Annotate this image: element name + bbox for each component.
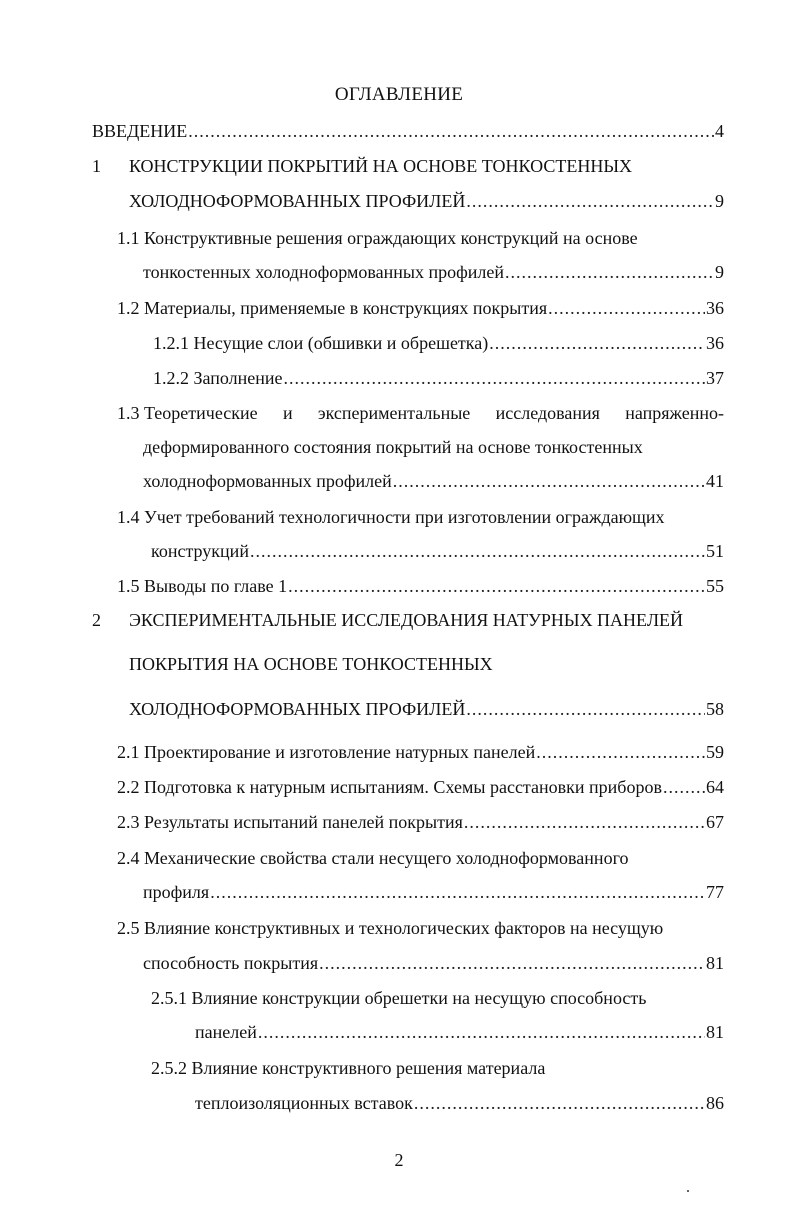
toc-page-number: 58 (706, 699, 724, 719)
toc-page-number: 36 (706, 298, 724, 318)
toc-entry-text: конструкций (151, 541, 249, 561)
toc-page-number: 67 (706, 812, 724, 832)
dot-leader (464, 810, 705, 834)
toc-entry-1-1[interactable]: 1.1 Конструктивные решения ограждающих конструкций на основе (117, 228, 638, 248)
toc-entry-2-4-cont[interactable] (143, 880, 724, 904)
chapter-title[interactable]: КОНСТРУКЦИИ ПОКРЫТИЙ НА ОСНОВЕ ТОНКОСТЕННЫХ (129, 156, 633, 176)
word: исследования (495, 403, 600, 423)
toc-entry-text: 1.2 Материалы, применяемые в конструкциях покрытия (117, 298, 548, 318)
dot-leader (288, 574, 705, 598)
toc-entry-text: ВВЕДЕНИЕ (92, 121, 188, 141)
dot-leader (505, 260, 714, 284)
word: 1.3 Теоретические (117, 403, 258, 423)
page-number: 2 (394, 1150, 404, 1170)
dot-leader (188, 119, 714, 143)
chapter-title-cont[interactable]: ПОКРЫТИЯ НА ОСНОВЕ ТОНКОСТЕННЫХ (129, 654, 493, 674)
toc-entry-intro[interactable] (92, 119, 724, 143)
word: и (282, 403, 293, 423)
toc-page-number: 81 (706, 1022, 724, 1042)
toc-entry-text: способность покрытия (143, 953, 319, 973)
toc-entry-2-5-1-cont[interactable] (195, 1020, 724, 1044)
toc-entry-2-5-2-cont[interactable] (195, 1091, 724, 1115)
toc-entry-text: тонкостенных холодноформованных профилей (143, 262, 505, 282)
toc-page-number: 81 (706, 953, 724, 973)
toc-entry-text: 1.2.2 Заполнение (153, 368, 283, 388)
toc-entry-2-3[interactable] (117, 810, 724, 834)
chapter-number: 2 (92, 610, 101, 630)
toc-entry-1-2-1[interactable] (153, 331, 724, 355)
toc-page-number: 64 (706, 777, 724, 797)
word: экспериментальные (317, 403, 471, 423)
dot-leader (319, 951, 705, 975)
toc-entry-1-5[interactable] (117, 574, 724, 598)
toc-entry-1-3-cont[interactable]: деформированного состояния покрытий на основе тонкостенных (143, 437, 643, 457)
dot-leader (414, 1091, 705, 1115)
toc-entry-text: панелей (195, 1022, 257, 1042)
dot-leader (466, 189, 714, 213)
toc-entry-1-4-cont[interactable] (151, 539, 724, 563)
scan-speck (687, 1190, 689, 1192)
toc-entry-text: 1.2.1 Несущие слои (обшивки и обрешетка) (153, 333, 489, 353)
toc-entry-text: холодноформованных профилей (143, 471, 392, 491)
dot-leader (284, 366, 705, 390)
chapter-title-cont: ХОЛОДНОФОРМОВАННЫХ ПРОФИЛЕЙ (129, 699, 466, 719)
word: напряженно- (625, 403, 724, 423)
toc-entry-text: 2.2 Подготовка к натурным испытаниям. Схемы расстановки приборов (117, 777, 662, 797)
toc-entry-1-2[interactable] (117, 296, 724, 320)
chapter-number: 1 (92, 156, 101, 176)
toc-entry-2-4[interactable]: 2.4 Механические свойства стали несущего холодноформованного (117, 848, 629, 868)
dot-leader (548, 296, 705, 320)
toc-page-number: 51 (706, 541, 724, 561)
toc-entry-2-1[interactable] (117, 740, 724, 764)
dot-leader (210, 880, 705, 904)
toc-entry-text: 2.1 Проектирование и изготовление натурных панелей (117, 742, 536, 762)
toc-entry-chapter-2[interactable] (129, 697, 724, 721)
dot-leader (489, 331, 705, 355)
toc-entry-1-4[interactable]: 1.4 Учет требований технологичности при изготовлении ограждающих (117, 507, 665, 527)
dot-leader (250, 539, 705, 563)
dot-leader (393, 469, 705, 493)
chapter-title[interactable]: ЭКСПЕРИМЕНТАЛЬНЫЕ ИССЛЕДОВАНИЯ НАТУРНЫХ ПАНЕЛЕЙ (129, 610, 684, 630)
toc-entry-2-5-2[interactable]: 2.5.2 Влияние конструктивного решения материала (151, 1058, 546, 1078)
toc-page-number: 86 (706, 1093, 724, 1113)
toc-entry-text: 2.3 Результаты испытаний панелей покрытия (117, 812, 463, 832)
toc-page-number: 55 (706, 576, 724, 596)
toc-page-number: 9 (715, 191, 724, 211)
toc-entry-2-5-1[interactable]: 2.5.1 Влияние конструкции обрешетки на несущую способность (151, 988, 647, 1008)
toc-page-number: 59 (706, 742, 724, 762)
dot-leader (663, 775, 705, 799)
toc-entry-chapter-1[interactable] (129, 189, 724, 213)
toc-entry-1-2-2[interactable] (153, 366, 724, 390)
toc-entry-2-2[interactable] (117, 775, 724, 799)
dot-leader (258, 1020, 705, 1044)
toc-entry-1-3-end[interactable] (143, 469, 724, 493)
toc-page-number: 9 (715, 262, 724, 282)
toc-entry-2-5-cont[interactable] (143, 951, 724, 975)
toc-page-number: 41 (706, 471, 724, 491)
toc-entry-text: профиля (143, 882, 210, 902)
toc-title: ОГЛАВЛЕНИЕ (334, 84, 464, 105)
toc-page-number: 36 (706, 333, 724, 353)
toc-page-number: 37 (706, 368, 724, 388)
toc-page-number: 77 (706, 882, 724, 902)
toc-page-number: 4 (715, 121, 724, 141)
dot-leader (536, 740, 705, 764)
toc-entry-2-5[interactable]: 2.5 Влияние конструктивных и технологических факторов на несущую (117, 918, 664, 938)
dot-leader (466, 697, 705, 721)
toc-entry-text: теплоизоляционных вставок (195, 1093, 413, 1113)
toc-entry-1-1-cont[interactable] (143, 260, 724, 284)
toc-entry-1-3[interactable] (117, 401, 724, 425)
toc-entry-text: 1.5 Выводы по главе 1 (117, 576, 288, 596)
chapter-title-cont: ХОЛОДНОФОРМОВАННЫХ ПРОФИЛЕЙ (129, 191, 466, 211)
